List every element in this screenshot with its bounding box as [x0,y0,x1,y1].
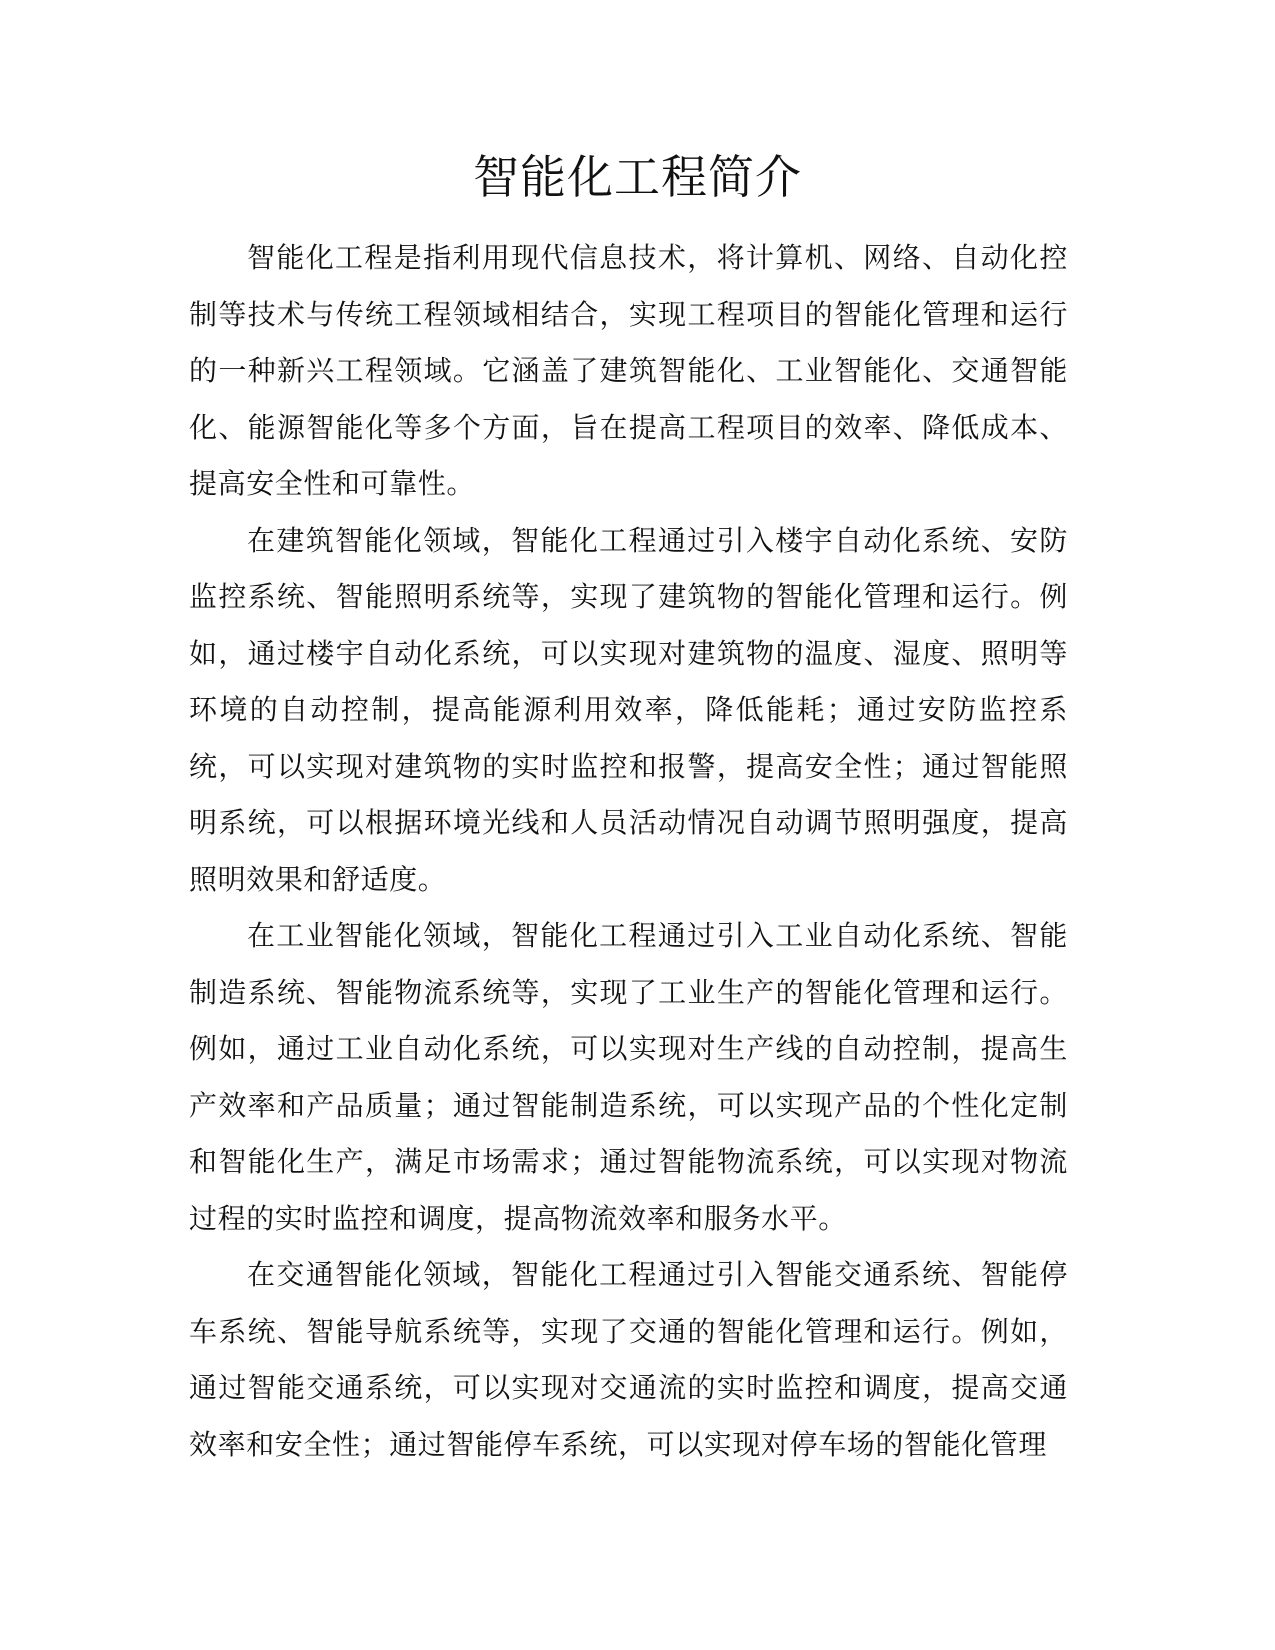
paragraph-industry: 在工业智能化领域，智能化工程通过引入工业自动化系统、智能制造系统、智能物流系统等，实现了工业生产的智能化管理和运行。例如，通过工业自动化系统，可以实现对生产线的自动控制，提高生产效率和产品质量；通过智能制造系统，可以实现产品的个性化定制和智能化生产，满足市场需求；通过智能物流系统，可以实现对物流过程的实时监控和调度，提高物流效率和服务水平。 [189,919,1068,1235]
paragraph-building: 在建筑智能化领域，智能化工程通过引入楼宇自动化系统、安防监控系统、智能照明系统等，实现了建筑物的智能化管理和运行。例如，通过楼宇自动化系统，可以实现对建筑物的温度、湿度、照明等环境的自动控制，提高能源利用效率，降低能耗；通过安防监控系统，可以实现对建筑物的实时监控和报警，提高安全性；通过智能照明系统，可以根据环境光线和人员活动情况自动调节照明强度，提高照明效果和舒适度。 [189,523,1068,896]
paragraph-traffic: 在交通智能化领域，智能化工程通过引入智能交通系统、智能停车系统、智能导航系统等，实现了交通的智能化管理和运行。例如，通过智能交通系统，可以实现对交通流的实时监控和调度，提高交通效率和安全性；通过智能停车系统，可以实现对停车场的智能化管理 [189,1258,1068,1461]
paragraph-intro: 智能化工程是指利用现代信息技术，将计算机、网络、自动化控制等技术与传统工程领域相结合，实现工程项目的智能化管理和运行的一种新兴工程领域。它涵盖了建筑智能化、工业智能化、交通智能化、能源智能化等多个方面，旨在提高工程项目的效率、降低成本、提高安全性和可靠性。 [189,241,1068,500]
document-title: 智能化工程简介 [473,150,802,204]
document-body [189,230,1068,1473]
